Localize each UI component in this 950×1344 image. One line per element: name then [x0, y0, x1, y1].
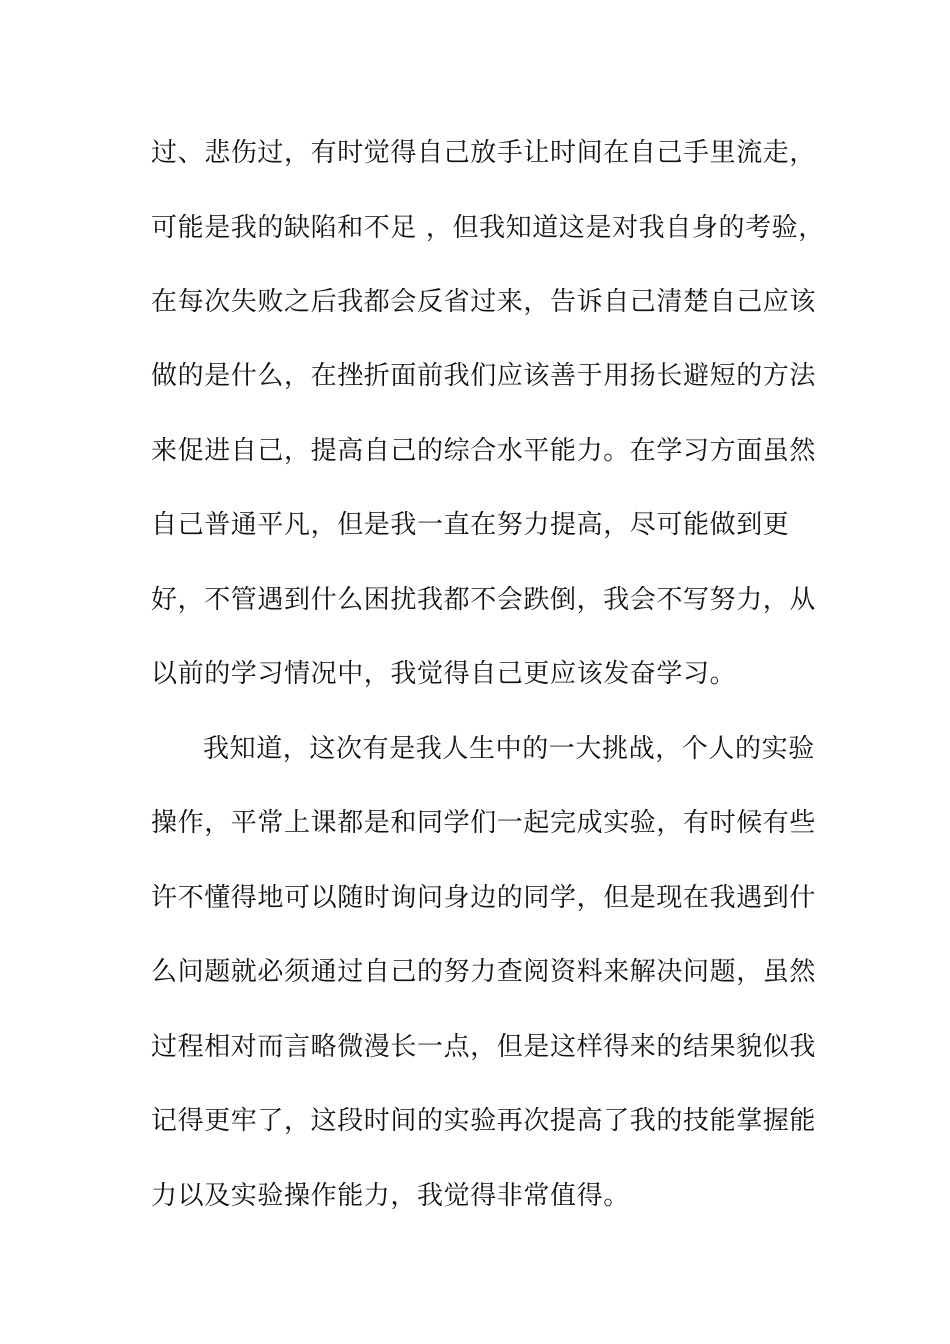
text-line-12: 么问题就必须通过自己的努力查阅资料来解决问题，虽然 — [151, 957, 817, 987]
text-line-13: 过程相对而言略微漫长一点，但是这样得来的结果貌似我 — [151, 1032, 817, 1062]
text-line-5: 来促进自己，提高自己的综合水平能力。在学习方面虽然 — [151, 436, 817, 466]
text-line-3: 在每次失败之后我都会反省过来，告诉自己清楚自己应该 — [151, 287, 817, 317]
text-line-1: 过、悲伤过，有时觉得自己放手让时间在自己手里流走， — [151, 138, 817, 168]
text-line-4: 做的是什么，在挫折面前我们应该善于用扬长避短的方法 — [151, 361, 817, 391]
text-line-15: 力以及实验操作能力，我觉得非常值得。 — [151, 1181, 630, 1211]
text-line-7: 好，不管遇到什么困扰我都不会跌倒，我会不写努力，从 — [151, 585, 817, 615]
text-line-10: 操作，平常上课都是和同学们一起完成实验，有时候有些 — [151, 808, 817, 838]
text-line-9: 我知道，这次有是我人生中的一大挑战，个人的实验 — [203, 734, 815, 764]
text-line-8: 以前的学习情况中，我觉得自己更应该发奋学习。 — [151, 659, 737, 689]
text-line-14: 记得更牢了，这段时间的实验再次提高了我的技能掌握能 — [151, 1106, 817, 1136]
text-line-2: 可能是我的缺陷和不足 ，但我知道这是对我自身的考验， — [151, 213, 825, 243]
text-line-6: 自己普通平凡，但是我一直在努力提高，尽可能做到更 — [151, 510, 790, 540]
text-line-11: 许不懂得地可以随时询问身边的同学，但是现在我遇到什 — [151, 883, 817, 913]
